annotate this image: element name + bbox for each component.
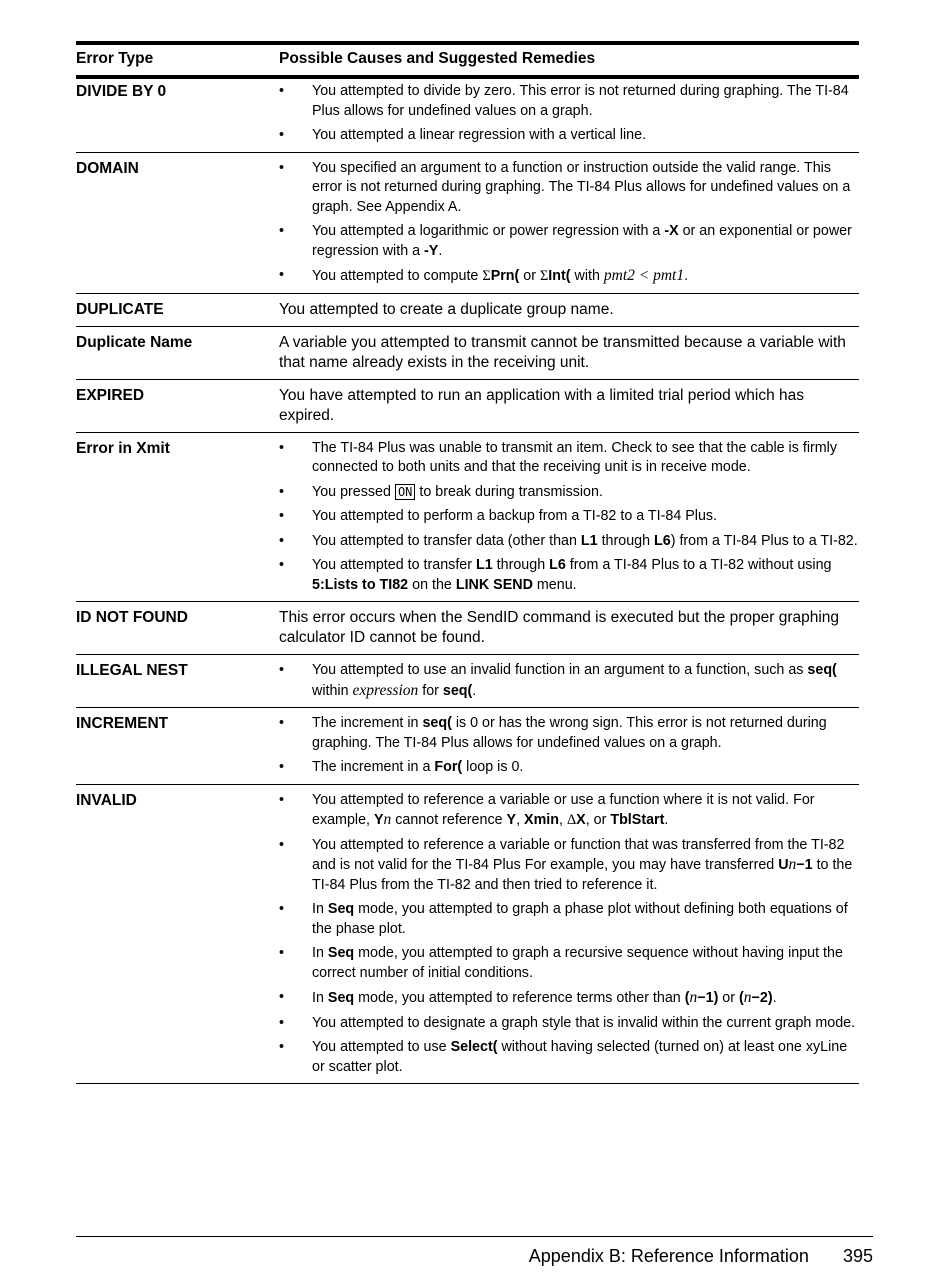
causes-cell bbox=[279, 152, 859, 293]
list-item: • You attempted to perform a backup from a TI‑82 to a TI-84 Plus. bbox=[279, 508, 718, 524]
list-item: • You attempted to transfer data (other than L1 through L6) from a TI-84 Plus to a TI‑82. bbox=[279, 532, 858, 549]
error-type: DOMAIN bbox=[76, 152, 279, 293]
list-item: • The TI-84 Plus was unable to transmit an item. Check to see that the cable is firmly connected to both units and that the receiving unit is in receive mode. bbox=[279, 439, 837, 475]
error-type: INCREMENT bbox=[76, 708, 279, 785]
footer-section: Appendix B: Reference Information bbox=[528, 1246, 809, 1266]
header-error-type: Error Type bbox=[76, 43, 279, 77]
description: A variable you attempted to transmit cannot be transmitted because a variable with that name already exists in the receiving unit. bbox=[279, 326, 859, 379]
list-item: • You attempted a linear regression with a vertical line. bbox=[279, 127, 647, 143]
table-row bbox=[76, 784, 859, 1084]
list-item: • You attempted to use an invalid function in an argument to a function, such as seq( within expression for seq(. bbox=[279, 662, 837, 699]
list-item: • You attempted to transfer L1 through L6 from a TI-84 Plus to a TI‑82 without using 5:Lists to TI82 on the LINK SEND menu. bbox=[279, 557, 832, 593]
causes-cell bbox=[279, 77, 859, 152]
error-type: EXPIRED bbox=[76, 379, 279, 432]
table-row bbox=[76, 77, 859, 152]
description: You have attempted to run an application with a limited trial period which has expired. bbox=[279, 379, 859, 432]
causes-cell bbox=[279, 655, 859, 708]
error-type: DUPLICATE bbox=[76, 293, 279, 326]
description: This error occurs when the SendID command is executed but the proper graphing calculator ID cannot be found. bbox=[279, 602, 859, 655]
causes-cell bbox=[279, 432, 859, 602]
table-row bbox=[76, 152, 859, 293]
error-type: ILLEGAL NEST bbox=[76, 655, 279, 708]
list-item: • You attempted to reference a variable or function that was transferred from the TI‑82 and is not valid for the TI-84 Plus For example, you may have transferred Un−1 to the TI-84 Plus from the TI‑82 and then tried to reference it. bbox=[279, 836, 853, 893]
list-item: • You attempted to compute ΣPrn( or ΣInt( with pmt2 < pmt1. bbox=[279, 267, 689, 284]
list-item: • In Seq mode, you attempted to reference terms other than (n−1) or (n−2). bbox=[279, 989, 777, 1006]
error-type: DIVIDE BY 0 bbox=[76, 77, 279, 152]
error-type: Error in Xmit bbox=[76, 432, 279, 602]
error-table-page bbox=[76, 41, 859, 1084]
list-item: • You attempted to designate a graph style that is invalid within the current graph mode. bbox=[279, 1014, 856, 1031]
table-row bbox=[76, 655, 859, 708]
list-item: • You specified an argument to a function or instruction outside the valid range. This error is not returned during graphing. The TI-84 Plus allows for undefined values on a graph. See Appendix A. bbox=[279, 159, 851, 215]
error-type: Duplicate Name bbox=[76, 326, 279, 379]
table-row bbox=[76, 602, 859, 655]
list-item: • You attempted to use Select( without having selected (turned on) at least one xyLine or scatter plot. bbox=[279, 1039, 848, 1075]
footer-divider bbox=[76, 1236, 873, 1237]
list-item: • The increment in a For( loop is 0. bbox=[279, 759, 524, 775]
table-header-row bbox=[76, 43, 859, 77]
error-type: INVALID bbox=[76, 784, 279, 1084]
list-item: • You pressed ON to break during transmission. bbox=[279, 483, 603, 500]
table-row bbox=[76, 432, 859, 602]
list-item: • You attempted to divide by zero. This error is not returned during graphing. The TI-84 Plus allows for undefined values on a graph. bbox=[279, 83, 849, 119]
table-row bbox=[76, 379, 859, 432]
causes-cell bbox=[279, 784, 859, 1084]
table-row bbox=[76, 326, 859, 379]
causes-cell bbox=[279, 708, 859, 785]
table-row bbox=[76, 708, 859, 785]
error-table bbox=[76, 41, 859, 1084]
list-item: • You attempted to reference a variable or use a function where it is not valid. For example, Yn cannot reference Y, Xmin, ΔX, or TblStart. bbox=[279, 791, 815, 828]
error-type: ID NOT FOUND bbox=[76, 602, 279, 655]
page-footer bbox=[76, 1246, 873, 1267]
header-causes: Possible Causes and Suggested Remedies bbox=[279, 43, 859, 77]
list-item: • You attempted a logarithmic or power regression with a ‑X or an exponential or power regression with a ‑Y. bbox=[279, 223, 852, 259]
list-item: • In Seq mode, you attempted to graph a phase plot without defining both equations of the phase plot. bbox=[279, 901, 848, 937]
on-key: ON bbox=[395, 484, 415, 500]
table-row bbox=[76, 293, 859, 326]
page-number: 395 bbox=[842, 1246, 873, 1266]
list-item: • In Seq mode, you attempted to graph a recursive sequence without having input the correct number of initial conditions. bbox=[279, 945, 843, 981]
list-item: • The increment in seq( is 0 or has the wrong sign. This error is not returned during graphing. The TI-84 Plus allows for undefined values on a graph. bbox=[279, 715, 827, 751]
description: You attempted to create a duplicate group name. bbox=[279, 293, 859, 326]
